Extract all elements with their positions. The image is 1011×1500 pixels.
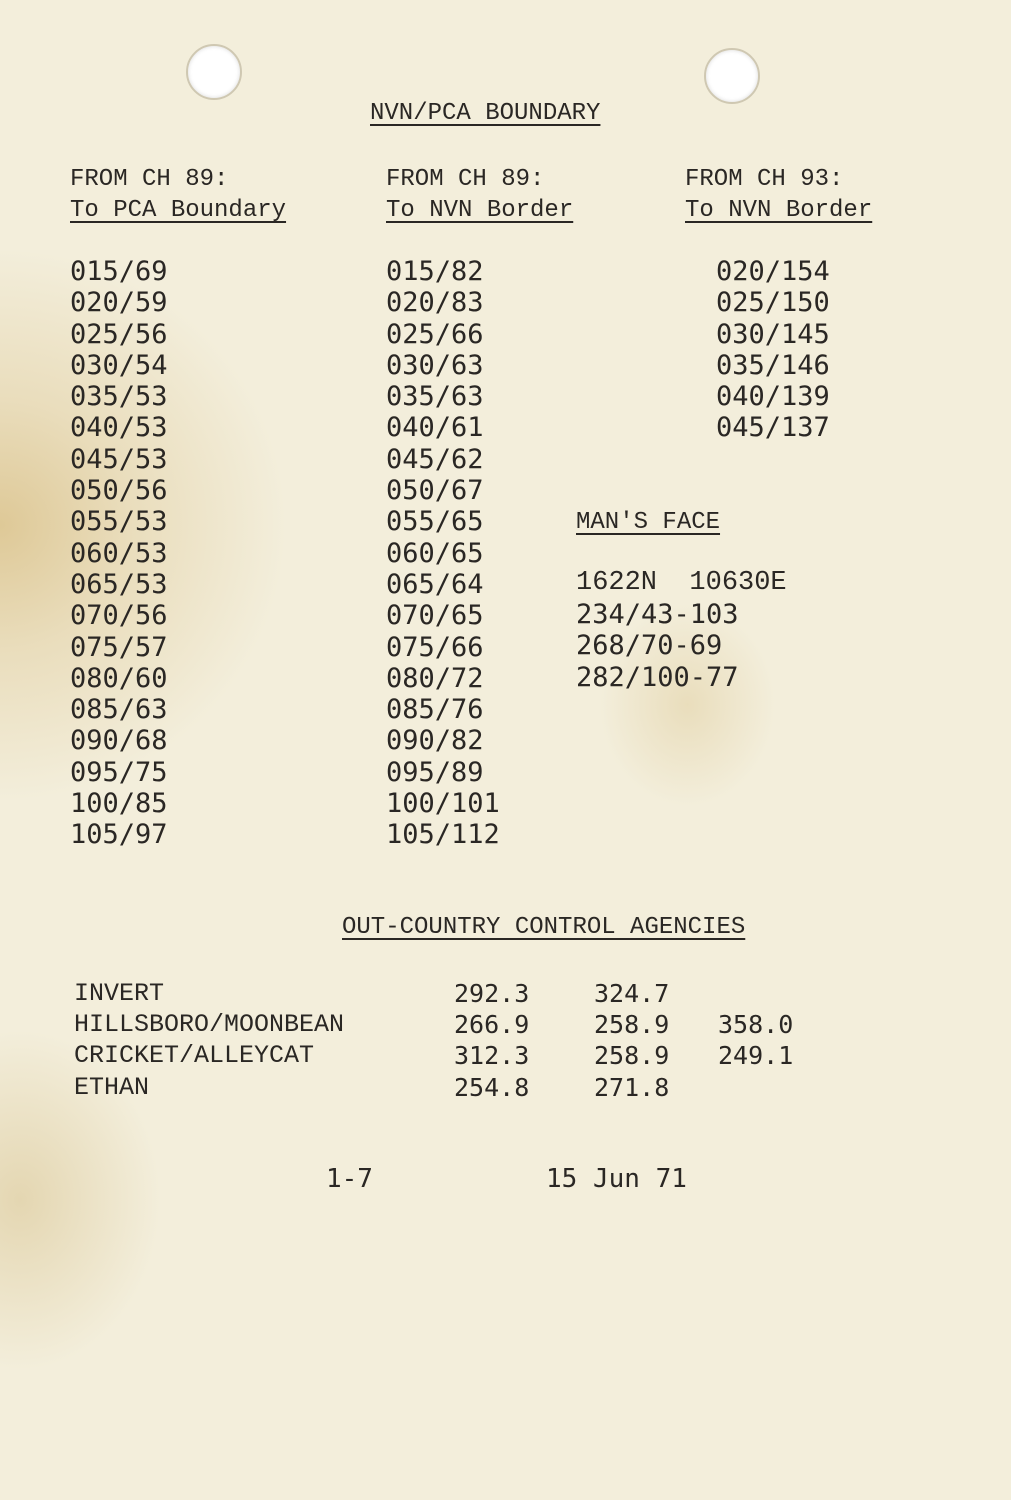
agency-freq: 258.9	[594, 1041, 670, 1070]
list-item: 040/139	[716, 381, 830, 413]
table-row	[74, 1072, 834, 1103]
list-item: 060/53	[70, 537, 168, 569]
list-item: 070/65	[386, 600, 484, 632]
list-item: 268/70-69	[576, 630, 723, 662]
list-item: 050/56	[70, 475, 168, 507]
list-item: 035/146	[716, 349, 830, 381]
list-item: 025/150	[716, 287, 830, 319]
list-item: 1622N 10630E	[576, 568, 787, 598]
list-item: 065/64	[386, 568, 484, 600]
table-row	[74, 1009, 834, 1040]
list-item: 075/57	[70, 631, 168, 663]
col1-header-line2: To PCA Boundary	[70, 197, 287, 224]
list-item: 080/72	[386, 662, 484, 694]
list-item: 040/61	[386, 412, 484, 444]
agency-name: ETHAN	[74, 1073, 150, 1102]
list-item: 030/63	[386, 349, 484, 381]
col1-header-line1: FROM CH 89:	[70, 166, 229, 193]
list-item: 045/53	[70, 443, 168, 475]
list-item: 080/60	[70, 662, 168, 694]
list-item: 085/76	[386, 694, 484, 726]
agency-freq: 254.8	[454, 1073, 530, 1102]
list-item: 100/85	[70, 788, 168, 820]
list-item: 020/154	[716, 256, 830, 287]
page-title: NVN/PCA BOUNDARY	[370, 100, 601, 127]
agency-freq: 271.8	[594, 1073, 670, 1102]
list-item: 095/89	[386, 756, 484, 788]
list-item: 085/63	[70, 694, 168, 726]
col3-header-line2: To NVN Border	[685, 197, 873, 224]
agency-freq: 249.1	[718, 1041, 794, 1070]
list-item: 105/112	[386, 819, 500, 851]
list-item: 090/82	[386, 725, 484, 757]
list-item: 055/65	[386, 506, 484, 538]
list-item: 025/66	[386, 318, 484, 350]
list-item: 090/68	[70, 725, 168, 757]
table-row	[74, 1040, 834, 1071]
agency-freq: 312.3	[454, 1041, 530, 1070]
table-row	[74, 978, 834, 1009]
punch-hole-right	[704, 48, 760, 104]
agency-freq: 358.0	[718, 1010, 794, 1039]
col1-values	[70, 256, 168, 851]
list-item: 025/56	[70, 318, 168, 350]
page-date: 15 Jun 71	[546, 1164, 687, 1194]
agencies-heading: OUT-COUNTRY CONTROL AGENCIES	[342, 914, 746, 941]
list-item: 055/53	[70, 506, 168, 538]
list-item: 234/43-103	[576, 599, 739, 630]
list-item: 095/75	[70, 756, 168, 788]
list-item: 065/53	[70, 568, 168, 600]
list-item: 015/69	[70, 256, 168, 287]
list-item: 060/65	[386, 537, 484, 569]
agency-freq: 292.3	[454, 979, 530, 1008]
list-item: 015/82	[386, 256, 484, 287]
list-item: 045/62	[386, 443, 484, 475]
col3-header-line1: FROM CH 93:	[685, 166, 844, 193]
agency-freq: 266.9	[454, 1010, 530, 1039]
col3-values	[716, 256, 830, 444]
col2-header-line1: FROM CH 89:	[386, 166, 545, 193]
agency-name: HILLSBORO/MOONBEAN	[74, 1010, 345, 1039]
list-item: 030/145	[716, 318, 830, 350]
list-item: 070/56	[70, 600, 168, 632]
list-item: 100/101	[386, 788, 500, 820]
mans-face-values	[576, 568, 787, 693]
mans-face-heading: MAN'S FACE	[576, 509, 721, 536]
list-item: 045/137	[716, 412, 830, 444]
punch-hole-left	[186, 44, 242, 100]
col2-header-line2: To NVN Border	[386, 197, 574, 224]
list-item: 105/97	[70, 819, 168, 851]
list-item: 040/53	[70, 412, 168, 444]
agency-name: CRICKET/ALLEYCAT	[74, 1041, 315, 1070]
agency-freq: 324.7	[594, 979, 670, 1008]
list-item: 035/63	[386, 381, 484, 413]
agency-name: INVERT	[74, 979, 165, 1008]
list-item: 020/83	[386, 287, 484, 319]
list-item: 050/67	[386, 475, 484, 507]
list-item: 020/59	[70, 287, 168, 319]
list-item: 282/100-77	[576, 661, 739, 693]
list-item: 075/66	[386, 631, 484, 663]
list-item: 035/53	[70, 381, 168, 413]
col2-values	[386, 256, 500, 851]
page-number: 1-7	[326, 1164, 373, 1194]
agency-freq: 258.9	[594, 1010, 670, 1039]
list-item: 030/54	[70, 349, 168, 381]
